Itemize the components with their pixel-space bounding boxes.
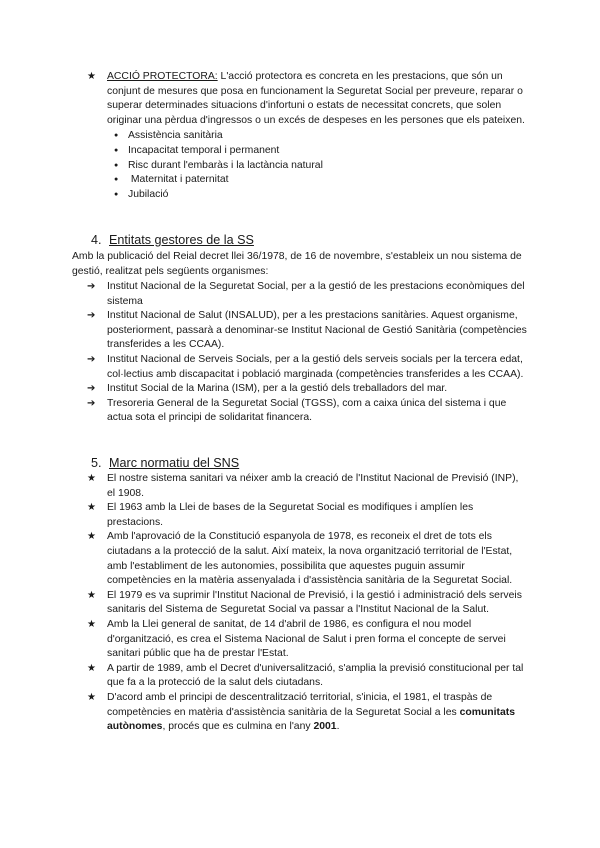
list-item: ★ Amb l'aprovació de la Constitució espanyola de 1978, es reconeix el dret de tots els ciutadans a la protecció de la salut. Així mateix, la nova organització territorial de l'Estat, amb l'establiment de les autonomies, possibilita que aquestes puguin assumir competències en la matèria assenyalada i d'assistència sanitària de la Seguretat Social. bbox=[87, 531, 513, 587]
section-title: Entitats gestores de la SS bbox=[109, 233, 254, 247]
list-item: ● Assistència sanitària bbox=[114, 129, 527, 144]
list-item: ➔ Institut Nacional de Salut (INSALUD), per a les prestacions sanitàries. Aquest organisme, posteriorment, passarà a denominar-se Institut Nacional de Gestió Sanitària (competències transferides a les CCAA). bbox=[87, 310, 527, 351]
list-item: ● Maternitat i paternitat bbox=[114, 173, 527, 188]
section-number: 4. bbox=[91, 233, 102, 247]
star-bullet-icon: ★ bbox=[87, 531, 96, 543]
dot-bullet-icon: ● bbox=[114, 190, 119, 198]
list-item: ★ D'acord amb el principi de descentralització territorial, s'inicia, el 1981, el traspàs de competències en matèria d'assistència sanitària de la Seguretat Social a les comunitats autònomes, procés que es culmina en l'any 2001. bbox=[87, 691, 516, 733]
protectora-list bbox=[87, 70, 527, 202]
section-5-heading bbox=[91, 456, 239, 470]
arrow-bullet-icon: ➔ bbox=[87, 281, 96, 292]
dot-bullet-icon: ● bbox=[114, 132, 119, 140]
dot-bullet-icon: ● bbox=[114, 146, 119, 154]
list-item: ➔ Tresoreria General de la Seguretat Social (TGSS), com a caixa única del sistema i que actua sota el principi de solidaritat financera. bbox=[87, 397, 507, 424]
list-item: ➔ Institut Nacional de la Seguretat Social, per a la gestió de les prestacions econòmiques del sistema bbox=[87, 281, 525, 307]
star-bullet-icon: ★ bbox=[87, 691, 96, 703]
star-bullet-icon: ★ bbox=[87, 618, 96, 630]
protectora-item bbox=[87, 70, 527, 128]
list-item: ➔ Institut Social de la Marina (ISM), per a la gestió dels treballadors del mar. bbox=[87, 382, 527, 397]
list-item: ➔ Institut Nacional de Serveis Socials, per a la gestió dels serveis socials per la tercera edat, col·lectius amb discapacitat i població marginada (competències transferides a les CCAA). bbox=[87, 353, 524, 380]
list-item: ★ El 1963 amb la Llei de bases de la Seguretat Social es modifiques i amplíen les prestacions. bbox=[87, 502, 474, 528]
protectora-label: ACCIÓ PROTECTORA: bbox=[107, 71, 218, 82]
list-item: ● Risc durant l'embaràs i la lactància natural bbox=[114, 159, 527, 174]
arrow-bullet-icon: ➔ bbox=[87, 383, 96, 395]
section-4-heading bbox=[91, 233, 254, 247]
star-bullet-icon: ★ bbox=[87, 662, 96, 674]
dot-bullet-icon: ● bbox=[114, 176, 119, 184]
list-item: ● Incapacitat temporal i permanent bbox=[114, 144, 527, 159]
list-item: ★ El nostre sistema sanitari va néixer amb la creació de l'Institut Nacional de Previsió (INP), el 1908. bbox=[87, 473, 519, 499]
star-bullet-icon: ★ bbox=[87, 589, 96, 601]
section-number: 5. bbox=[91, 456, 102, 470]
star-bullet-icon: ★ bbox=[87, 71, 96, 82]
entitats-list bbox=[87, 280, 527, 426]
protectora-text: L'acció protectora es concreta en les prestacions, que són un conjunt de mesures que posa en funcionament la Seguretat Social per preveure, reparar o superar determinades situacions d'infortuni o estats de necessitat concrets, que solen originar una pèrdua d'ingressos o un excés de despeses en les persones que els pateixen. bbox=[107, 71, 525, 126]
prestacions-list bbox=[114, 129, 527, 202]
arrow-bullet-icon: ➔ bbox=[87, 397, 96, 409]
dot-bullet-icon: ● bbox=[114, 161, 119, 169]
arrow-bullet-icon: ➔ bbox=[87, 310, 96, 322]
list-item: ★ A partir de 1989, amb el Decret d'universalització, s'amplia la previsió constitucional per tal que fa a la protecció de la salut dels ciutadans. bbox=[87, 662, 524, 689]
list-item: ★ Amb la Llei general de sanitat, de 14 d'abril de 1986, es configura el nou model d'organització, es crea el Sistema Nacional de Salut i pren forma el concepte de servei sanitari públic que ha de prestar l'Estat. bbox=[87, 618, 506, 660]
bold-text: comunitats autònomes bbox=[107, 706, 516, 733]
marc-normatiu-list bbox=[87, 472, 527, 735]
list-item: ★ El 1979 es va suprimir l'Institut Nacional de Previsió, i la gestió i administració dels serveis sanitaris del Sistema de Seguretat Social va passar a l'Institut Nacional de la Salut. bbox=[87, 589, 522, 616]
section-title: Marc normatiu del SNS bbox=[109, 456, 240, 470]
arrow-bullet-icon: ➔ bbox=[87, 353, 96, 365]
star-bullet-icon: ★ bbox=[87, 502, 96, 514]
bold-text: 2001 bbox=[313, 721, 337, 733]
section-4-intro: Amb la publicació del Reial decret llei 36/1978, de 16 de novembre, s'estableix un nou sistema de gestió, realitzat pels següents organismes: bbox=[72, 251, 522, 277]
star-bullet-icon: ★ bbox=[87, 473, 96, 484]
list-item: ● Jubilació bbox=[114, 188, 527, 203]
